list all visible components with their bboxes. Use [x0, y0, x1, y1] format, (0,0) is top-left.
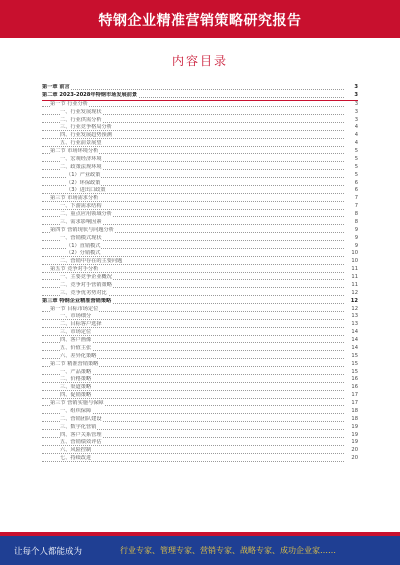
toc-entry-page: 7 [346, 203, 358, 211]
toc-heading: 内容目录 [171, 54, 228, 68]
toc-entry[interactable] [42, 432, 358, 440]
toc-entry[interactable] [42, 298, 358, 306]
toc-entry-page: 3 [346, 109, 358, 117]
footer-text: 让每个人都能成为 [14, 547, 83, 557]
toc-entry[interactable] [42, 219, 358, 227]
toc-entry-label: 一、营销模式现状 [60, 234, 102, 241]
toc-entry-page: 4 [346, 124, 358, 132]
toc-entry-page: 13 [346, 313, 358, 321]
toc-entry-page: 18 [346, 408, 358, 416]
footer-slogan: 行业专家、管理专家、营销专家、战略专家、成功企业家…… [120, 546, 336, 555]
toc-entry-label: （1）直销模式 [66, 242, 101, 249]
toc-entry-page: 17 [346, 392, 358, 400]
toc-entry-label: 一、组织保障 [60, 407, 92, 414]
toc-entry-page: 12 [346, 298, 358, 306]
toc-entry-label: 二、价格策略 [60, 376, 92, 383]
toc-entry[interactable] [42, 227, 358, 235]
toc-entry-page: 15 [346, 361, 358, 369]
toc-entry-label: 二、重点应用领域分析 [60, 211, 112, 217]
toc-entry-label: 五、价值主张 [60, 344, 92, 351]
toc-entry[interactable] [42, 274, 358, 282]
toc-entry-label: 四、行业发展趋势预测 [60, 132, 112, 139]
toc-entry-page: 9 [346, 227, 358, 235]
toc-entry-label: 二、行业供需分析 [60, 116, 102, 123]
toc-entry-page: 5 [346, 164, 358, 172]
toc-entry-page: 14 [346, 329, 358, 337]
toc-entry-label: 第二节 精准营销策略 [50, 360, 99, 367]
toc-entry[interactable] [42, 455, 358, 463]
toc-entry-page: 5 [346, 172, 358, 180]
toc-entry-page: 13 [346, 321, 358, 329]
toc-entry-label: 第五节 竞争对手分析 [50, 266, 99, 273]
toc-entry-page: 11 [346, 274, 358, 282]
toc-entry-page: 5 [346, 148, 358, 156]
toc-entry-page: 19 [346, 432, 358, 440]
toc-entry[interactable] [42, 243, 358, 251]
toc-entry-label: 一、产品策略 [60, 368, 92, 375]
toc-entry-page: 16 [346, 384, 358, 392]
toc-entry-label: 第一节 行业分析 [50, 100, 88, 107]
toc-entry[interactable] [42, 384, 358, 392]
toc-entry[interactable] [42, 408, 358, 416]
toc-entry[interactable] [42, 211, 358, 219]
toc-entry[interactable] [42, 266, 358, 274]
toc-entry-page: 12 [346, 290, 358, 298]
toc-entry-page: 5 [346, 156, 358, 164]
toc-entry-label: 第二节 市场环境分析 [50, 148, 99, 154]
toc-entry[interactable] [42, 337, 358, 345]
toc-entry[interactable] [42, 424, 358, 432]
toc-entry-label: 三、市场定位 [60, 329, 92, 336]
toc-entry[interactable] [42, 203, 358, 211]
toc-entry[interactable] [42, 353, 358, 361]
toc-entry-page: 3 [346, 84, 358, 92]
toc-entry-label: （2）环保政策 [66, 179, 101, 186]
toc-entry[interactable] [42, 345, 358, 353]
toc-entry-page: 16 [346, 376, 358, 384]
toc-entry-label: 第一章 前言 [42, 84, 70, 90]
toc-entry-page: 9 [346, 243, 358, 251]
toc-entry[interactable] [42, 132, 358, 140]
toc-entry-page: 7 [346, 195, 358, 203]
toc-entry[interactable] [42, 361, 358, 369]
toc-entry-label: 四、客户画像 [60, 337, 92, 343]
toc-entry[interactable] [42, 156, 358, 164]
toc-entry-label: 第一节 目标市场定位 [50, 305, 99, 312]
footer-bar [0, 536, 400, 565]
toc-entry-label: 七、持续改进 [60, 455, 92, 462]
toc-entry-page: 3 [346, 101, 358, 109]
toc-entry[interactable] [42, 109, 358, 117]
toc-entry-page: 3 [346, 117, 358, 125]
toc-entry-label: 四、客户关系管理 [60, 431, 102, 438]
toc-entry-label: 一、主要竞争企业概况 [60, 274, 112, 280]
toc-entry-page: 11 [346, 266, 358, 274]
toc-entry-page: 6 [346, 180, 358, 188]
toc-entry-page: 4 [346, 132, 358, 140]
toc-entry-page: 8 [346, 219, 358, 227]
header-bar [0, 0, 400, 38]
toc-entry[interactable] [42, 84, 358, 92]
toc-entry[interactable] [42, 313, 358, 321]
toc-entry-page: 17 [346, 400, 358, 408]
toc-entry-label: （3）进出口政策 [66, 187, 106, 194]
toc-entry-label: 三、需求影响因素 [60, 218, 102, 225]
toc-entry-label: 二、竞争对手营销策略 [60, 281, 112, 288]
toc-entry[interactable] [42, 306, 358, 314]
toc-entry[interactable] [42, 290, 358, 298]
toc-entry-page: 19 [346, 424, 358, 432]
toc-entry-page: 10 [346, 250, 358, 258]
toc-entry[interactable] [42, 258, 358, 266]
toc-entry[interactable] [42, 124, 358, 132]
toc-entry[interactable] [42, 117, 358, 125]
toc-entry-label: 二、营销团队建设 [60, 415, 102, 422]
toc-entry[interactable] [42, 369, 358, 377]
toc-entry-page: 15 [346, 353, 358, 361]
toc-entry-page: 4 [346, 140, 358, 148]
toc-entry-label: 三、渠道策略 [60, 384, 92, 391]
toc-entry-label: 第四节 营销现状与问题分析 [50, 226, 114, 233]
toc-entry[interactable] [42, 172, 358, 180]
toc-entry-page: 14 [346, 337, 358, 345]
toc-entry[interactable] [42, 439, 358, 447]
toc-entry-label: （1）产业政策 [66, 171, 101, 178]
toc-entry-label: 三、数字化营销 [60, 423, 97, 430]
toc-entry[interactable] [42, 321, 358, 329]
toc-entry-page: 11 [346, 282, 358, 290]
toc-entry-page: 20 [346, 447, 358, 455]
toc-entry-label: 六、风险控制 [60, 447, 92, 454]
toc-entry-label: 一、宏观经济环境 [60, 155, 102, 162]
toc-entry[interactable] [42, 329, 358, 337]
toc-entry-page: 18 [346, 416, 358, 424]
toc-entry-label: 一、市场细分 [60, 313, 92, 320]
toc-entry[interactable] [42, 92, 358, 101]
toc-entry[interactable] [42, 187, 358, 195]
table-of-contents [42, 84, 358, 463]
toc-entry-page: 8 [346, 211, 358, 219]
toc-entry-label: 第二章 2023-2028年特钢市场发展前景 [42, 91, 138, 98]
toc-entry-label: 六、差异化策略 [60, 352, 97, 359]
toc-entry-page: 20 [346, 455, 358, 463]
toc-entry-page: 15 [346, 369, 358, 377]
toc-entry[interactable] [42, 250, 358, 258]
toc-entry-page: 14 [346, 345, 358, 353]
toc-entry-label: 第三章 特钢企业精准营销策略 [42, 297, 112, 304]
leader-dots [42, 89, 344, 90]
toc-entry[interactable] [42, 195, 358, 203]
toc-entry[interactable] [42, 148, 358, 156]
toc-entry-label: （2）分销模式 [66, 250, 101, 257]
toc-entry-label: 二、营销中存在的主要问题 [60, 258, 123, 265]
toc-entry-label: 二、政策法规环境 [60, 163, 102, 170]
toc-entry[interactable] [42, 101, 358, 109]
toc-entry[interactable] [42, 416, 358, 424]
toc-entry[interactable] [42, 400, 358, 408]
toc-entry-label: 五、行业前景展望 [60, 140, 102, 147]
toc-entry-label: 一、行业发展现状 [60, 108, 102, 115]
report-title: 特钢企业精准营销策略研究报告 [98, 13, 302, 29]
toc-entry-label: 三、竞争优劣势对比 [60, 289, 107, 296]
toc-entry-page: 19 [346, 439, 358, 447]
toc-entry[interactable] [42, 282, 358, 290]
toc-entry[interactable] [42, 235, 358, 243]
toc-entry-label: 二、目标客户选择 [60, 321, 102, 328]
toc-entry-page: 6 [346, 187, 358, 195]
toc-entry[interactable] [42, 164, 358, 172]
toc-entry-label: 四、促销策略 [60, 392, 92, 399]
toc-entry-label: 一、下游需求结构 [60, 203, 102, 210]
toc-entry[interactable] [42, 180, 358, 188]
toc-entry-label: 第三节 营销实施与保障 [50, 400, 104, 406]
toc-entry-page: 10 [346, 258, 358, 266]
toc-entry-label: 第三节 市场需求分析 [50, 195, 99, 202]
toc-entry[interactable] [42, 376, 358, 384]
toc-entry[interactable] [42, 140, 358, 148]
toc-entry[interactable] [42, 447, 358, 455]
toc-entry-page: 12 [346, 306, 358, 314]
toc-entry-label: 五、营销绩效评估 [60, 439, 102, 446]
toc-entry-label: 三、行业竞争格局分析 [60, 124, 112, 131]
toc-entry[interactable] [42, 392, 358, 400]
toc-entry-page: 9 [346, 235, 358, 243]
toc-entry-page: 3 [346, 92, 358, 100]
